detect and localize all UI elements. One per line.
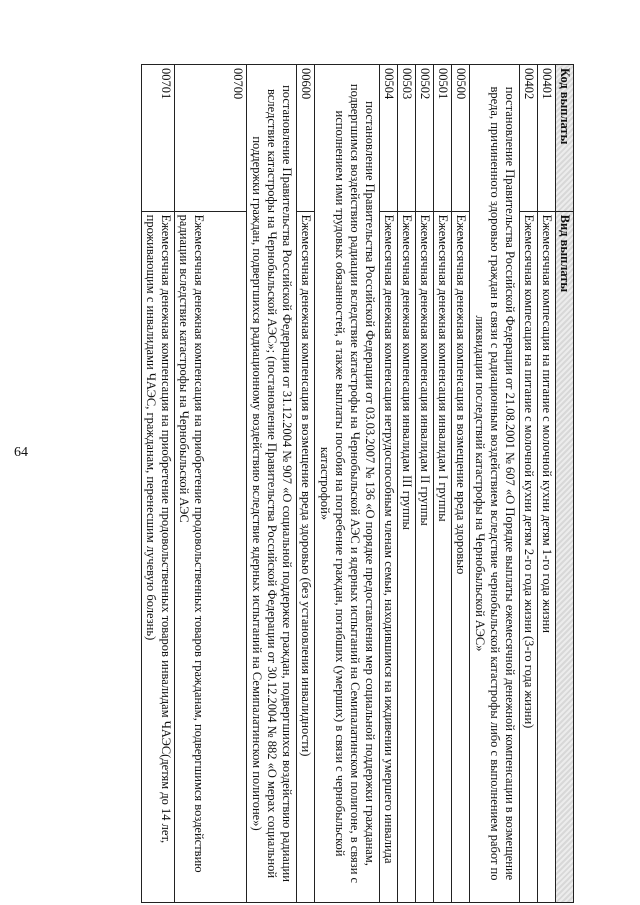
payment-code: 00504 [380,65,398,212]
payment-name: Ежемесячная денежная компенсация на приобретение продовольственных товаров гражданам, подвергшимся воздействию радиации вследствие катастрофы на Чернобыльской АЭС [175,211,247,902]
payment-codes-table [141,64,574,903]
payment-code: 00501 [434,65,452,212]
page-number: 64 [14,445,28,460]
payment-name: Ежемесячная денежная компенсация инвалидам III группы [398,211,416,902]
payment-name: Ежемесячная компесация на питание с молочной кухни детям 1-го года жизни [538,211,556,902]
payment-name: Ежемесячная денежная компенсация инвалидам I группы [434,211,452,902]
table-row [380,65,398,903]
payment-code: 00701 [142,65,175,212]
table-row [175,65,247,903]
payment-name: Ежемесячная денежная компенсация на приобретение продовольственных товаров инвалидам ЧАЭС(детям до 14 лет, проживающим с инвалидами ЧАЭС, гражданам, перенесшим лучевую болезнь) [142,211,175,902]
table-row [398,65,416,903]
payment-code: 00600 [297,65,315,212]
table-row [297,65,315,903]
column-header-name: Вид выплаты [556,211,574,902]
payment-code: 00503 [398,65,416,212]
table-section-row [315,65,380,903]
section-heading: постановление Правительства Российской Федерации от 21.08.2001 № 607 «О Порядке выплаты ежемесячной денежной компенсации в возмещение вреда, причиненного здоровью граждан в связи с радиационным воздействием вследствие чернобыльской катастрофы либо с выполнением работ по ликвидации последствий катастрофы на Чернобыльской АЭС» [470,65,520,903]
payment-name: Ежемесячная денежная компенсация в возмещение вреда здоровью (без установления инвалидности) [297,211,315,902]
table-header-row [556,65,574,903]
payment-name: Ежемесячная денежная компенсация в возмещение вреда здоровью [452,211,470,902]
table-row [434,65,452,903]
section-heading: постановление Правительства Российской Федерации от 31.12.2004 № 907 «О социальной поддержке граждан, подвергшихся воздействию радиации вследствие катастрофы на Чернобыльской АЭС»; (постановление Правительства Российской Федерации от 30.12.2004 № 882 «О мерах социальной поддержки граждан, подвергшихся радиационному воздействию вследствие ядерных испытаний на Семипалатинском полигоне») [247,65,297,903]
table-row [142,65,175,903]
payment-name: Ежемесячная денежная компенсация инвалидам II группы [416,211,434,902]
payment-code: 00401 [538,65,556,212]
payment-name: Ежемесячная компесация на питание с молочной кухни детям 2-го года жизни (3-го года жизни) [520,211,538,902]
table-section-row [247,65,297,903]
section-heading: постановление Правительства Российской Федерации от 03.03.2007 № 136 «О порядке предоставления мер социальной поддержки гражданам, подвергшимся воздействию радиации вследствие катастрофы на Чернобыльской АЭС и ядерных испытаний на Семипалатинском полигоне, в связи с исполнением ими трудовых обязанностей, а также выплаты пособия на погребение граждан, погибших (умерших) в связи с чернобыльской катастрофой» [315,65,380,903]
rotated-page-content [78,64,574,903]
table-row [452,65,470,903]
payment-code: 00502 [416,65,434,212]
table-section-row [470,65,520,903]
payment-code: 00700 [175,65,247,212]
payment-code: 00500 [452,65,470,212]
payment-code: 00402 [520,65,538,212]
table-row [538,65,556,903]
table-row [416,65,434,903]
payment-name: Ежемесячная денежная компенсация нетрудоспособным членам семьи, находившимся на иждивении умершего инвалида [380,211,398,902]
column-header-code: Код выплаты [556,65,574,212]
table-row [520,65,538,903]
